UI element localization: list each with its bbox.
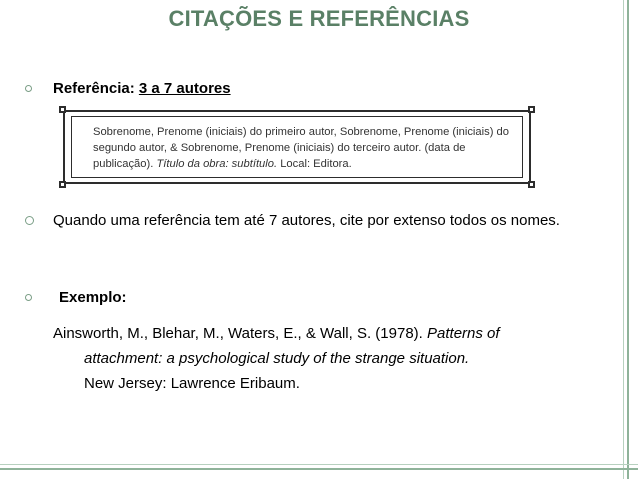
corner-ornament	[528, 106, 535, 113]
example-line-1	[53, 321, 613, 346]
frame-border-right	[627, 0, 629, 479]
example-title-part1: Patterns of	[427, 325, 500, 342]
corner-ornament	[59, 181, 66, 188]
reference-format-text	[93, 124, 513, 172]
example-authors: Ainsworth, M., Blehar, M., Waters, E., & Wall, S. (1978).	[53, 325, 423, 342]
frame-border-right-inner	[623, 0, 624, 479]
reference-format-part2: Local: Editora.	[280, 158, 352, 170]
example-line-2	[53, 346, 613, 371]
exemplo-label: Exemplo:	[59, 289, 127, 306]
example-reference	[53, 321, 613, 396]
bullet-referencia	[25, 78, 231, 99]
frame-border-bottom-inner	[0, 464, 638, 465]
corner-ornament	[528, 181, 535, 188]
example-publisher: New Jersey: Lawrence Eribaum.	[84, 375, 300, 392]
bullet-quando	[25, 210, 565, 231]
corner-ornament	[59, 106, 66, 113]
bullet-icon	[25, 85, 32, 92]
bullet-text: Quando uma referência tem até 7 autores, cite por extenso todos os nomes.	[53, 212, 560, 229]
referencia-value: 3 a 7 autores	[138, 80, 231, 97]
example-title-part2: attachment: a psychological study of the strange situation.	[84, 350, 470, 367]
slide-title: CITAÇÕES E REFERÊNCIAS	[168, 6, 470, 31]
bullet-icon	[25, 294, 32, 301]
bullet-text	[53, 78, 231, 99]
frame-border-bottom	[0, 468, 638, 470]
reference-format-box	[63, 110, 531, 184]
example-line-3	[53, 371, 613, 396]
bullet-text	[53, 287, 127, 308]
reference-format-part1: Sobrenome, Prenome (iniciais) do primeiro autor, Sobrenome, Prenome (iniciais) do segundo autor, & Sobrenome, Prenome (iniciais) do terceiro autor. (data de publicação).	[93, 126, 509, 170]
referencia-label: Referência:	[53, 80, 135, 97]
bullet-exemplo	[25, 287, 127, 308]
bullet-icon	[25, 216, 34, 225]
reference-format-title: Título da obra: subtítulo.	[156, 158, 278, 170]
